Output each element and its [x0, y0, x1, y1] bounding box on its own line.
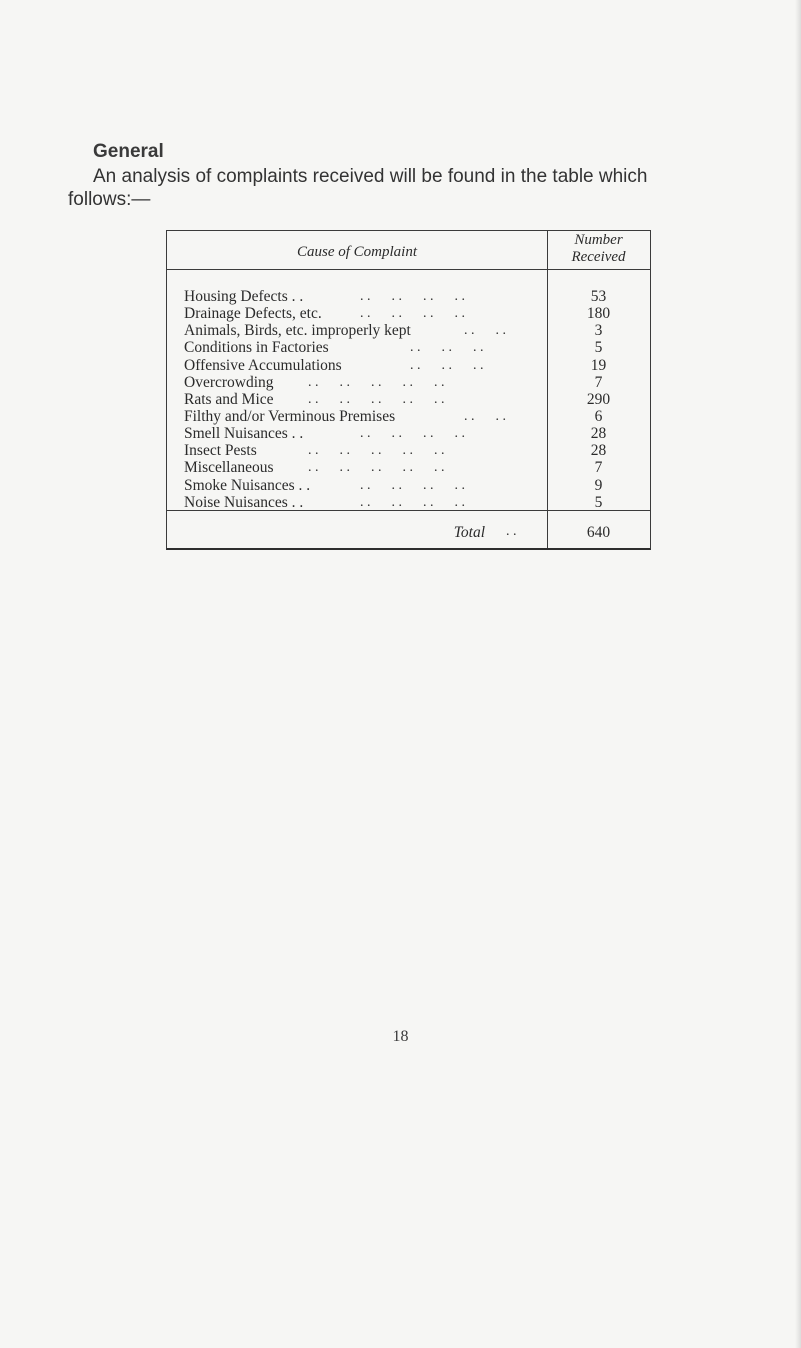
table-row — [167, 494, 650, 511]
intro-line-1: An analysis of complaints received will be found in the table which — [93, 166, 648, 187]
complaint-count: 7 — [594, 373, 603, 391]
complaint-cause: Smell Nuisances . . — [184, 425, 304, 443]
complaint-cause: Housing Defects . . — [184, 288, 304, 305]
complaint-count: 6 — [594, 407, 603, 425]
complaint-cause: Animals, Birds, etc. improperly kept — [184, 322, 411, 340]
header-number-received — [547, 232, 650, 266]
section-heading: General — [93, 141, 164, 162]
table-body — [167, 288, 650, 511]
table-row — [167, 442, 650, 459]
total-leader-dots: . . — [506, 524, 517, 539]
complaint-count: 9 — [594, 476, 603, 494]
intro-paragraph — [68, 165, 733, 210]
complaint-cause: Miscellaneous — [184, 459, 274, 477]
complaint-cause: Noise Nuisances . . — [184, 493, 304, 511]
header-number-line-2: Received — [571, 249, 626, 265]
complaints-table — [166, 230, 651, 550]
complaint-count: 53 — [590, 288, 607, 305]
intro-line-2: follows:— — [68, 189, 151, 210]
leader-dots: . . . . . . . . . . — [308, 391, 445, 407]
leader-dots: . . . . . . . . — [360, 289, 465, 304]
table-row — [167, 391, 650, 408]
table-row — [167, 322, 650, 339]
table-row — [167, 339, 650, 356]
complaint-cause: Offensive Accumulations — [184, 356, 342, 374]
complaint-cause: Rats and Mice — [184, 390, 274, 408]
complaint-count: 28 — [590, 442, 607, 460]
complaint-count: 3 — [594, 322, 603, 340]
leader-dots: . . . . . . . . . . — [308, 374, 445, 390]
complaint-count: 7 — [594, 459, 603, 477]
complaint-cause: Overcrowding — [184, 373, 274, 391]
table-row — [167, 408, 650, 425]
complaint-cause: Conditions in Factories — [184, 339, 329, 357]
header-cause-of-complaint: Cause of Complaint — [296, 244, 417, 260]
table-row — [167, 357, 650, 374]
header-rule — [167, 269, 650, 270]
table-row — [167, 459, 650, 476]
complaint-count: 5 — [594, 493, 603, 511]
complaint-count: 28 — [590, 425, 607, 443]
leader-dots: . . . . . . — [410, 357, 484, 373]
complaint-count: 19 — [590, 356, 607, 374]
complaint-cause: Drainage Defects, etc. — [184, 305, 322, 323]
leader-dots: . . . . . . . . — [360, 494, 465, 510]
header-number-line-1: Number — [574, 232, 623, 248]
leader-dots: . . . . . . . . . . — [308, 443, 445, 459]
leader-dots: . . . . . . . . — [360, 426, 465, 442]
complaint-cause: Filthy and/or Verminous Premises — [184, 407, 396, 425]
table-row — [167, 477, 650, 494]
table-row — [167, 374, 650, 391]
complaint-count: 290 — [586, 390, 611, 408]
page-edge-shadow — [795, 0, 801, 1348]
total-label: Total — [453, 524, 485, 541]
page-number: 18 — [392, 1028, 409, 1045]
table-row — [167, 288, 650, 305]
leader-dots: . . . . . . . . — [360, 477, 465, 493]
leader-dots: . . . . — [464, 408, 506, 424]
total-value: 640 — [586, 524, 611, 541]
table-row — [167, 425, 650, 442]
complaint-cause: Insect Pests — [184, 442, 257, 460]
complaint-count: 5 — [594, 339, 603, 357]
leader-dots: . . . . . . . . — [360, 306, 465, 322]
complaint-count: 180 — [586, 305, 611, 323]
leader-dots: . . . . — [464, 323, 506, 339]
leader-dots: . . . . . . . . . . — [308, 460, 445, 476]
complaint-cause: Smoke Nuisances . . — [184, 476, 311, 494]
leader-dots: . . . . . . — [410, 340, 484, 356]
table-row — [167, 305, 650, 322]
